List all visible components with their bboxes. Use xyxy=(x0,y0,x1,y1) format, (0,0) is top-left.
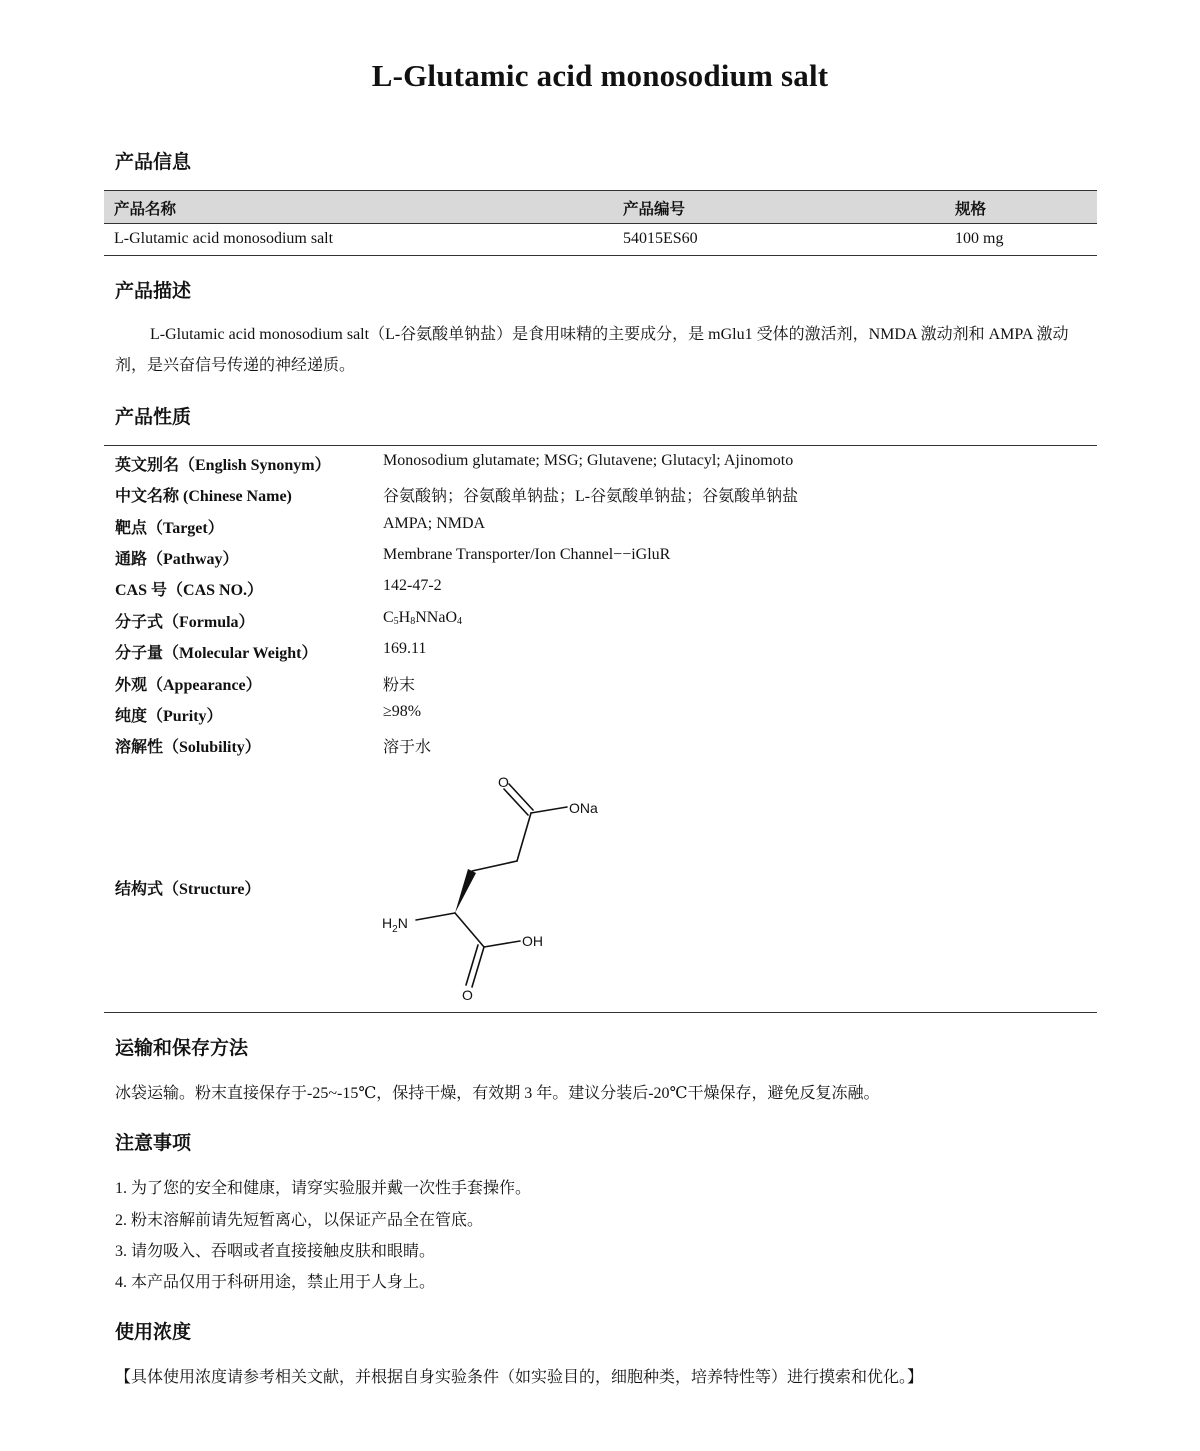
product-table-header-background xyxy=(104,190,1097,223)
bond-carbonyl-bottom-b xyxy=(466,945,478,985)
property-value-chinese-name: 谷氨酸钠；谷氨酸单钠盐；L-谷氨酸单钠盐；谷氨酸单钠盐 xyxy=(383,488,799,505)
bond-c-oh xyxy=(484,941,520,947)
atom-h2n xyxy=(382,915,408,935)
product-table-header-spec: 规格 xyxy=(955,199,987,218)
property-label-pathway: 通路（Pathway） xyxy=(115,551,239,568)
product-table-bottom-rule xyxy=(104,255,1097,256)
bond-ch2-ch2 xyxy=(472,861,517,871)
usage-text: 【具体使用浓度请参考相关文献，并根据自身实验条件（如实验目的，细胞种类，培养特性等）进行摸索和优化。】 xyxy=(115,1369,924,1386)
product-spec-cell: 100 mg xyxy=(955,230,1004,247)
bond-c-ch2-upper xyxy=(517,813,531,861)
product-name-cell: L-Glutamic acid monosodium salt xyxy=(114,230,334,247)
property-value-target: AMPA; NMDA xyxy=(383,515,486,532)
property-label-english-synonym: 英文别名（English Synonym） xyxy=(115,457,331,474)
note-item: 1. 为了您的安全和健康，请穿实验服并戴一次性手套操作。 xyxy=(115,1180,532,1197)
property-value-english-synonym: Monosodium glutamate; MSG; Glutavene; Glutacyl; Ajinomoto xyxy=(383,452,794,469)
bond-carbonyl-top-a xyxy=(504,789,528,815)
bond-wedge xyxy=(455,869,476,913)
atom-o-top: O xyxy=(498,774,509,790)
atom-h2n-h: H xyxy=(382,915,393,931)
storage-text: 冰袋运输。粉末直接保存于-25~-15℃，保持干燥，有效期 3 年。建议分装后-20℃干燥保存，避免反复冻融。 xyxy=(115,1085,880,1102)
atom-h2n-n: N xyxy=(397,915,408,931)
property-value-pathway: Membrane Transporter/Ion Channel−−iGluR xyxy=(383,546,671,563)
bond-carbonyl-top-b xyxy=(509,784,533,810)
property-value-solubility: 溶于水 xyxy=(383,739,432,756)
atom-oh: OH xyxy=(522,933,543,949)
property-label-chinese-name: 中文名称 (Chinese Name) xyxy=(115,488,292,505)
bond-carbonyl-bottom-a xyxy=(472,947,484,987)
description-paragraph: L-Glutamic acid monosodium salt（L-谷氨酸单钠盐）是食用味精的主要成分，是 mGlu1 受体的激活剂，NMDA 激动剂和 AMPA 激动剂，是兴奋信号传递的神经递质。 xyxy=(115,326,1069,374)
formula-rest: NNaO xyxy=(415,609,457,626)
section-heading-properties: 产品性质 xyxy=(115,406,192,428)
property-value-purity: ≥98% xyxy=(383,703,422,720)
product-code-cell: 54015ES60 xyxy=(623,230,698,247)
section-heading-product-info: 产品信息 xyxy=(115,151,192,173)
section-heading-description: 产品描述 xyxy=(115,280,192,302)
property-label-appearance: 外观（Appearance） xyxy=(115,677,262,694)
properties-top-rule xyxy=(104,445,1097,446)
property-value-formula xyxy=(383,609,462,627)
bond-ca-cooh xyxy=(455,913,484,947)
section-heading-usage: 使用浓度 xyxy=(115,1321,192,1343)
product-table-header-name: 产品名称 xyxy=(114,199,177,218)
atom-h2n-sub: 2 xyxy=(392,924,398,935)
note-item: 2. 粉末溶解前请先短暂离心，以保证产品全在管底。 xyxy=(115,1212,484,1229)
formula-h: H xyxy=(398,609,411,626)
property-value-molecular-weight: 169.11 xyxy=(383,640,427,657)
formula-h-count: 8 xyxy=(410,616,416,627)
bond-ca-n xyxy=(416,913,455,920)
section-heading-notes: 注意事项 xyxy=(115,1132,192,1154)
property-label-target: 靶点（Target） xyxy=(115,520,224,537)
property-label-solubility: 溶解性（Solubility） xyxy=(115,739,261,756)
product-table-top-rule xyxy=(104,190,1097,191)
section-heading-storage: 运输和保存方法 xyxy=(115,1037,249,1059)
product-table-header-rule xyxy=(104,223,1097,224)
product-table-header-code: 产品编号 xyxy=(623,199,686,218)
formula-c-count: 5 xyxy=(393,616,399,627)
note-item: 3. 请勿吸入、吞咽或者直接接触皮肤和眼睛。 xyxy=(115,1243,436,1260)
property-value-cas: 142-47-2 xyxy=(383,577,442,594)
property-label-purity: 纯度（Purity） xyxy=(115,708,223,725)
property-label-formula: 分子式（Formula） xyxy=(115,614,255,631)
atom-o-bottom: O xyxy=(462,987,473,1003)
property-label-structure: 结构式（Structure） xyxy=(115,881,261,898)
property-label-cas: CAS 号（CAS NO.） xyxy=(115,582,264,599)
page-title: L-Glutamic acid monosodium salt xyxy=(371,58,829,93)
formula-c: C xyxy=(383,609,394,626)
bond-c-ona xyxy=(531,807,567,813)
atom-ona: ONa xyxy=(569,800,598,816)
properties-bottom-rule xyxy=(104,1012,1097,1013)
formula-o-count: 4 xyxy=(457,616,462,627)
property-label-molecular-weight: 分子量（Molecular Weight） xyxy=(115,645,318,662)
structure-diagram xyxy=(370,765,630,1010)
note-item: 4. 本产品仅用于科研用途，禁止用于人身上。 xyxy=(115,1274,436,1291)
property-value-appearance: 粉末 xyxy=(383,677,416,694)
